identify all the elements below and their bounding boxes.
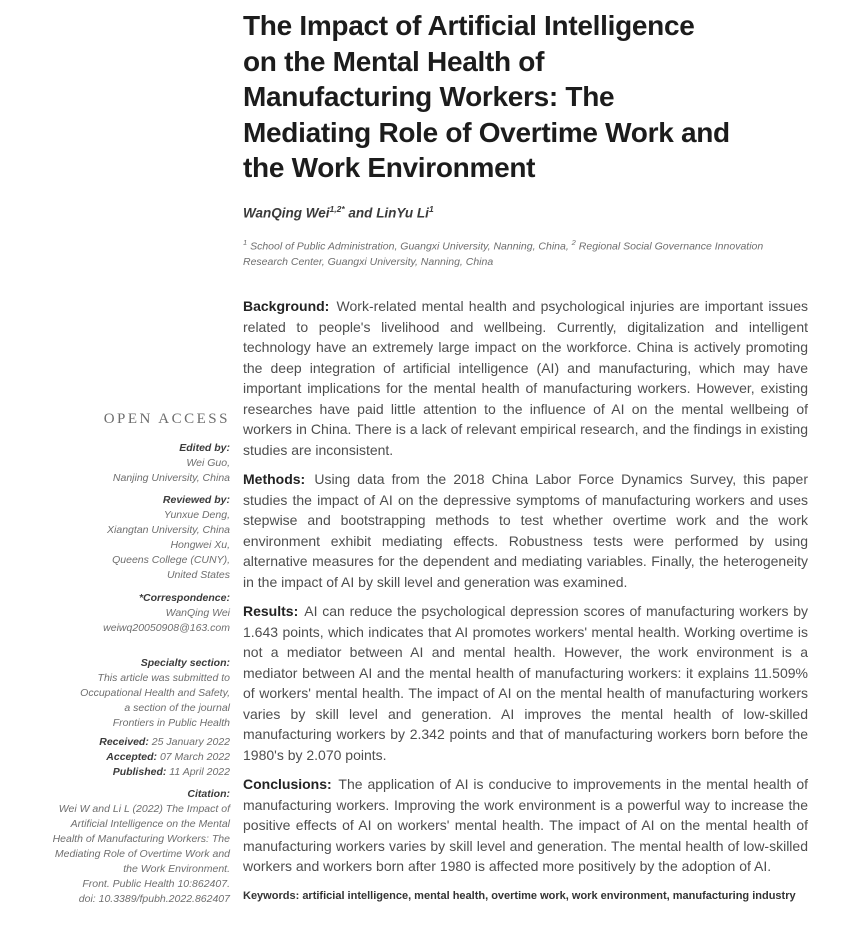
affiliations — [243, 235, 795, 271]
citation-line: the Work Environment. — [123, 863, 230, 875]
reviewed-by-line: Queens College (CUNY), — [112, 554, 230, 566]
specialty-section-line: a section of the journal — [124, 702, 230, 714]
accepted-value: 07 March 2022 — [159, 751, 230, 763]
abstract-methods — [243, 469, 808, 592]
published-date — [18, 765, 230, 780]
citation-line: Front. Public Health 10:862407. — [82, 878, 230, 890]
published-value: 11 April 2022 — [169, 766, 230, 778]
reviewed-by-label: Reviewed by: — [162, 494, 230, 506]
reviewed-by-line: Yunxue Deng, — [163, 509, 230, 521]
correspondence-name: WanQing Wei — [165, 607, 230, 619]
specialty-section-line: Frontiers in Public Health — [112, 717, 230, 729]
author-affiliation-marker: 1 — [428, 204, 434, 215]
keywords-line — [243, 889, 808, 903]
published-label: Published: — [112, 766, 167, 778]
abstract-conclusions-text: The application of AI is conducive to improvements in the mental health of manufacturing workers. Improving the work environment is a powerful way to increase the positive effects of AI on workers' mental health. The impact of AI on the mental health of manufacturing workers varies by skill level and generation. The mental health of low-skilled workers and workers born after 1980 is affected more positively by the adoption of AI. — [243, 776, 809, 875]
specialty-section-block — [18, 656, 230, 731]
citation-line: Artificial Intelligence on the Mental — [70, 818, 230, 830]
citation-block — [18, 787, 230, 907]
abstract-methods-text: Using data from the 2018 China Labor Force Dynamics Survey, this paper studies the impact of AI on the depressive symptoms of manufacturing workers and uses stepwise and bootstrapping methods to test whether overtime work and the work environment exhibit mediating effects. Robustness tests were performed by using alternative measures for the dependent and mediating variables. Finally, the heterogeneity in the impact of AI by skill level and generation was examined. — [243, 471, 808, 590]
abstract-background-label: Background: — [243, 298, 330, 315]
abstract-background — [243, 296, 808, 460]
abstract-results — [243, 601, 808, 765]
specialty-section-line: Occupational Health and Safety, — [80, 687, 230, 699]
abstract-results-label: Results: — [243, 603, 299, 620]
author-affiliation-marker: 1,2* — [329, 204, 345, 215]
affiliation-text: Regional Social Governance Innovation Research Center, Guangxi University, Nanning, China — [243, 240, 764, 269]
author-name: LinYu Li — [376, 205, 429, 221]
article-title-line: Mediating Role of Overtime Work and — [243, 116, 730, 148]
reviewed-by-line: Xiangtan University, China — [107, 524, 230, 536]
received-date — [18, 735, 230, 750]
article-title — [243, 8, 808, 186]
article-title-line: the Work Environment — [243, 152, 536, 183]
abstract-background-text: Work-related mental health and psychological injuries are important issues related to people's livelihood and wellbeing. Currently, digitalization and intelligent technology have an extremely large impact on the workforce. China is actively promoting the deep integration of artificial intelligence (AI) and manufacturing, which may have important implications for the mental health of manufacturing workers. However, existing researches have paid little attention to the influence of AI on the mental wellbeing of workers in China. There is a lack of relevant empirical research, and the findings in existing studies are inconsistent. — [243, 298, 809, 458]
abstract — [243, 296, 808, 877]
affiliation-marker: 1 — [243, 237, 248, 247]
article-main-column — [243, 0, 808, 903]
abstract-conclusions — [243, 774, 808, 877]
correspondence-label: *Correspondence: — [138, 592, 230, 604]
citation-line: Wei W and Li L (2022) The Impact of — [58, 803, 230, 815]
affiliation-text: School of Public Administration, Guangxi University, Nanning, China, — [250, 240, 569, 253]
reviewed-by-line: Hongwei Xu, — [170, 539, 230, 551]
abstract-methods-label: Methods: — [243, 471, 306, 488]
specialty-section-line: This article was submitted to — [97, 672, 230, 684]
article-meta-sidebar — [18, 412, 230, 914]
affiliation-marker: 2 — [571, 237, 576, 247]
edited-by-line: Nanjing University, China — [112, 472, 230, 484]
edited-by-block — [18, 441, 230, 486]
accepted-label: Accepted: — [106, 751, 158, 763]
abstract-results-text: AI can reduce the psychological depression scores of manufacturing workers by 1.643 points, which indicates that AI promotes workers' mental health. Working overtime is not a mediator between AI and mental health. However, the work environment is a mediator between AI and the mental health of manufacturing workers: it explains 11.509% of workers' mental health. The impact of AI on the mental health of manufacturing workers varies by skill level and generation. AI improves the mental health of low-skilled manufacturing workers by 2.342 points and that of manufacturing workers born before the 1980's by 2.070 points. — [243, 603, 809, 763]
citation-line: Health of Manufacturing Workers: The — [52, 833, 230, 845]
reviewed-by-block — [18, 493, 230, 583]
reviewed-by-line: United States — [166, 569, 230, 581]
author-byline — [243, 204, 808, 221]
citation-doi-link[interactable]: doi: 10.3389/fpubh.2022.862407 — [78, 893, 230, 905]
open-access-badge: OPEN ACCESS — [103, 411, 230, 427]
abstract-conclusions-label: Conclusions: — [243, 776, 332, 793]
citation-label: Citation: — [187, 788, 230, 800]
author-conjunction: and — [348, 205, 373, 221]
author-name: WanQing Wei — [243, 205, 330, 221]
specialty-section-label: Specialty section: — [140, 657, 230, 669]
keywords-label: Keywords: — [243, 889, 300, 902]
article-dates-block — [18, 735, 230, 780]
accepted-date — [18, 750, 230, 765]
correspondence-block — [18, 591, 230, 636]
article-title-line: on the Mental Health of — [243, 45, 545, 77]
article-title-line: Manufacturing Workers: The — [243, 81, 615, 112]
article-title-line: The Impact of Artificial Intelligence — [243, 10, 695, 41]
edited-by-line: Wei Guo, — [186, 457, 230, 469]
citation-line: Mediating Role of Overtime Work and — [54, 848, 230, 860]
keywords-text: artificial intelligence, mental health, overtime work, work environment, manufacturing industry — [302, 889, 796, 902]
received-value: 25 January 2022 — [151, 736, 230, 748]
edited-by-label: Edited by: — [179, 442, 230, 454]
received-label: Received: — [99, 736, 149, 748]
correspondence-email-link[interactable]: weiwq20050908@163.com — [103, 622, 230, 634]
